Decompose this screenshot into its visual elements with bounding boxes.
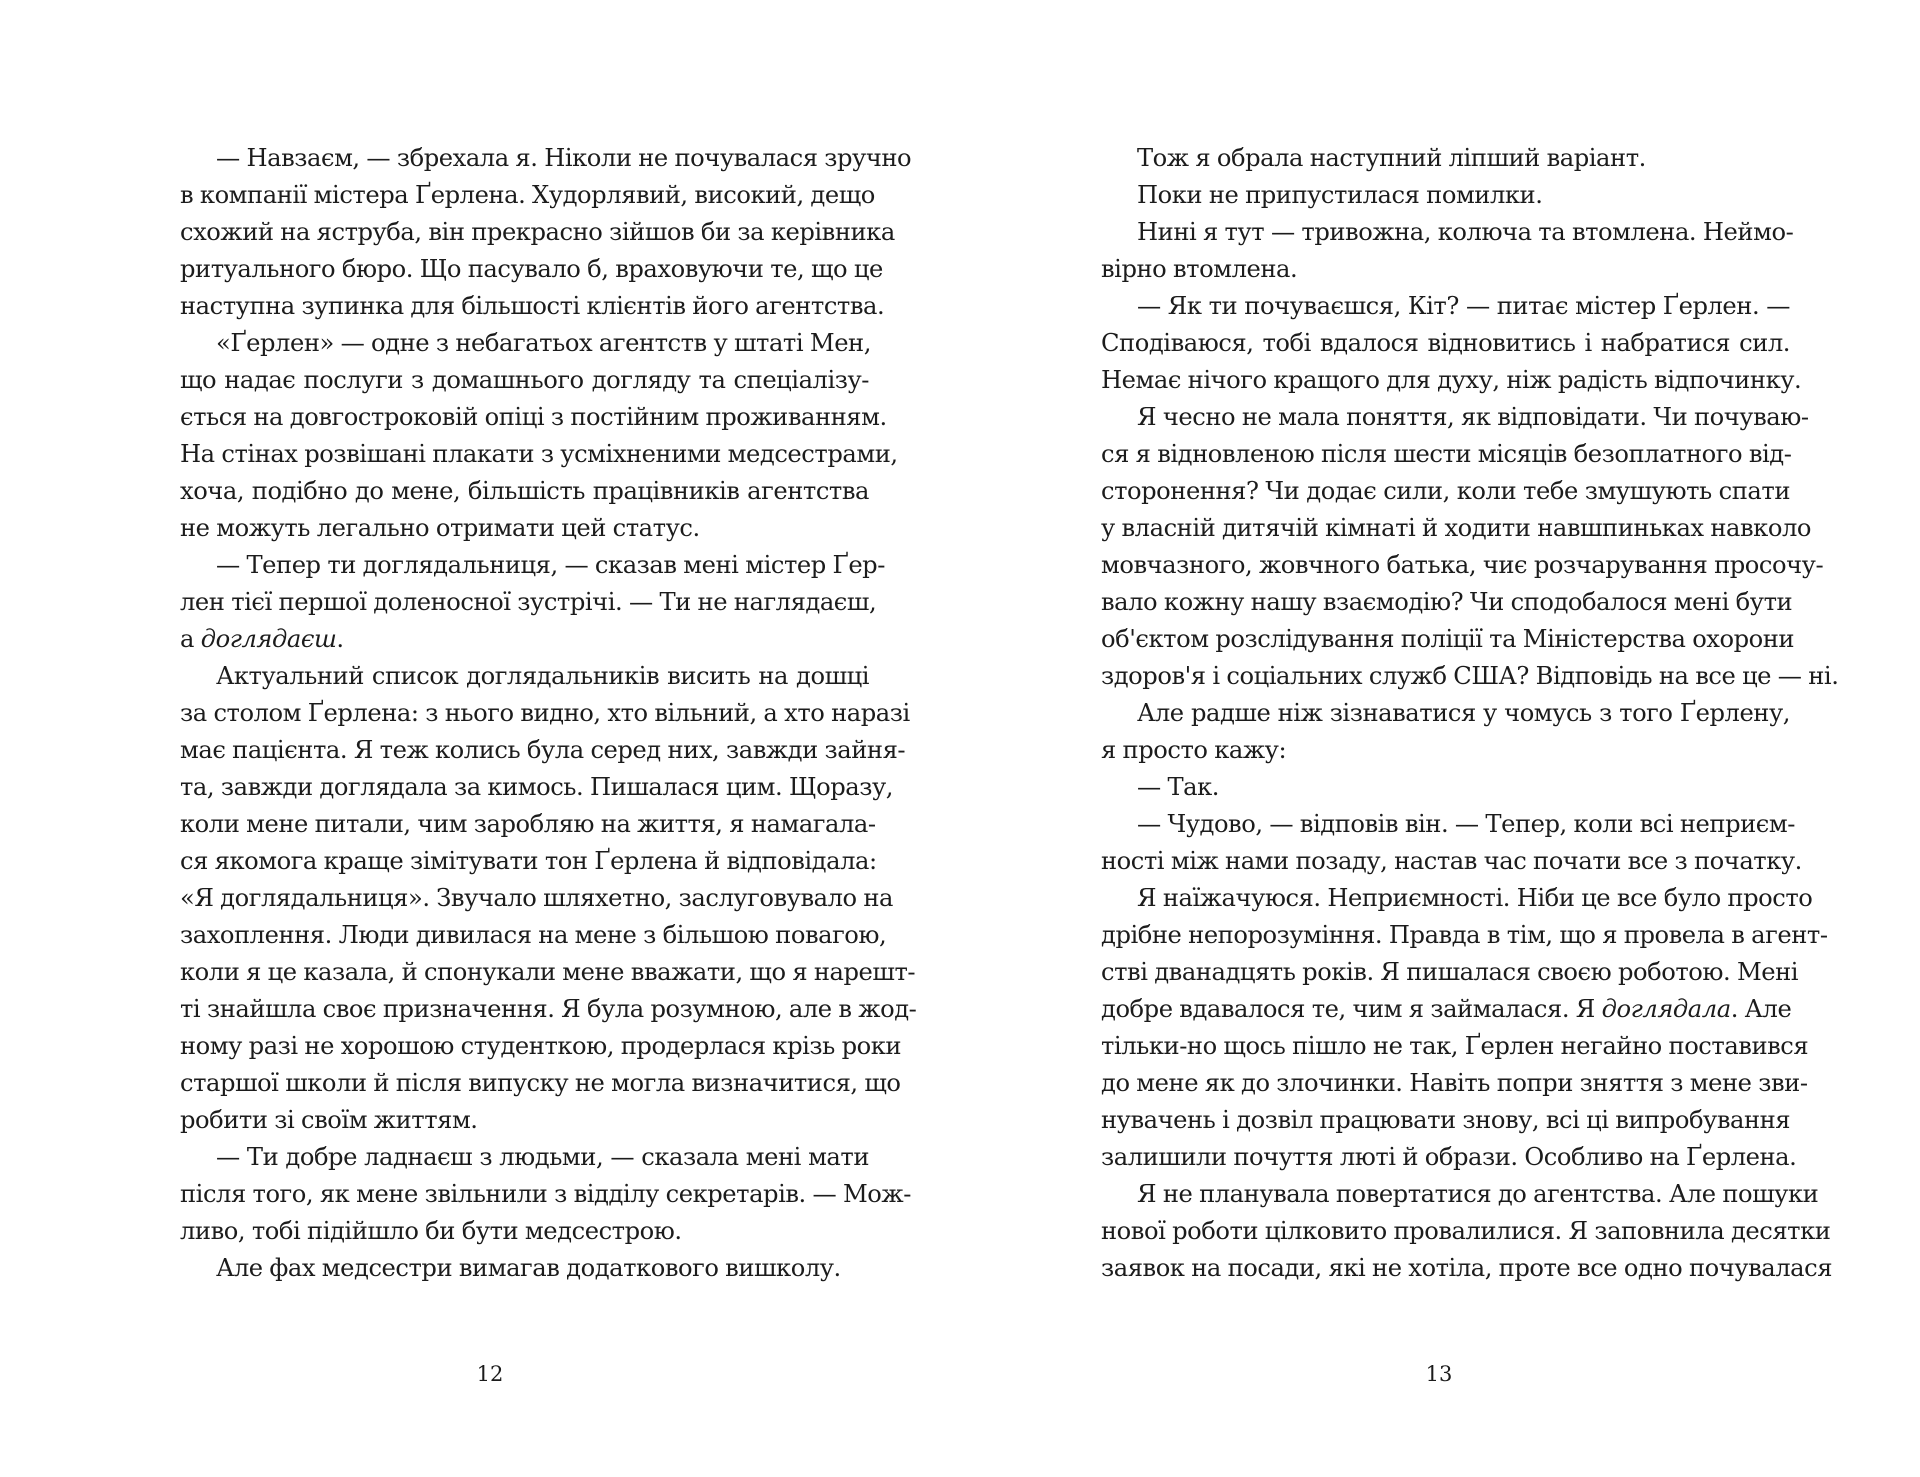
text-segment: а bbox=[180, 625, 201, 653]
text-line: Я не планувала повертатися до агентства. Але пошуки bbox=[1137, 1180, 1819, 1208]
text-segment: . Але bbox=[1730, 995, 1792, 1023]
text-line: тільки-но щось пішло не так, Ґерлен негайно поставився bbox=[1101, 1032, 1809, 1060]
text-line: Тож я обрала наступний ліпший варіант. bbox=[1137, 144, 1646, 172]
text-line: робити зі своїм життям. bbox=[180, 1106, 478, 1134]
text-line: хоча, подібно до мене, більшість працівників агентства bbox=[180, 477, 869, 505]
text-line: — Ти добре ладнаєш з людьми, — сказала мені мати bbox=[216, 1143, 869, 1171]
text-line: ся якомога краще зімітувати тон Ґерлена й відповідала: bbox=[180, 847, 877, 875]
text-line: наступна зупинка для більшості клієнтів його агентства. bbox=[180, 292, 885, 320]
text-line: в компанії містера Ґерлена. Худорлявий, високий, дещо bbox=[180, 181, 875, 209]
text-line: ся я відновленою після шести місяців безоплатного від- bbox=[1101, 440, 1792, 468]
text-line: мовчазного, жовчного батька, чиє розчарування просочу- bbox=[1101, 551, 1824, 579]
text-line: схожий на яструба, він прекрасно зійшов би за керівника bbox=[180, 218, 895, 246]
text-line: коли мене питали, чим заробляю на життя, я намагала- bbox=[180, 810, 876, 838]
text-line: захоплення. Люди дивилася на мене з більшою повагою, bbox=[180, 921, 887, 949]
text-line: «Я доглядальниця». Звучало шляхетно, заслуговувало на bbox=[180, 884, 893, 912]
text-line: має пацієнта. Я теж колись була серед них, завжди зайня- bbox=[180, 736, 906, 764]
text-segment: . bbox=[336, 625, 344, 653]
text-line: ритуального бюро. Що пасувало б, враховуючи те, що це bbox=[180, 255, 883, 283]
text-line: — Тепер ти доглядальниця, — сказав мені містер Ґер- bbox=[216, 551, 885, 579]
text-line: лен тієї першої доленосної зустрічі. — Ти не наглядаєш, bbox=[180, 588, 877, 616]
text-line: за столом Ґерлена: з нього видно, хто вільний, а хто наразі bbox=[180, 699, 910, 727]
text-line: ному разі не хорошою студенткою, продерлася крізь роки bbox=[180, 1032, 902, 1060]
text-line: об'єктом розслідування поліції та Міністерства охорони bbox=[1101, 625, 1795, 653]
text-line bbox=[1101, 991, 1790, 1028]
text-line: вірно втомлена. bbox=[1101, 255, 1298, 283]
text-line: коли я це казала, й спонукали мене вважати, що я нарешт- bbox=[180, 958, 916, 986]
text-segment: добре вдавалося те, чим я займалася. Я bbox=[1101, 995, 1602, 1023]
text-line: не можуть легально отримати цей статус. bbox=[180, 514, 700, 542]
text-line: Актуальний список доглядальників висить на дошці bbox=[216, 662, 869, 690]
emphasized-word: доглядаєш bbox=[200, 625, 337, 653]
text-line: ті знайшла своє призначення. Я була розумною, але в жод- bbox=[180, 995, 917, 1023]
text-line: стві дванадцять років. Я пишалася своєю роботою. Мені bbox=[1101, 958, 1799, 986]
text-line: — Як ти почуваєшся, Кіт? — питає містер Ґерлен. — bbox=[1137, 292, 1790, 320]
emphasized-word: доглядала bbox=[1601, 995, 1731, 1023]
page-number-right: 13 bbox=[1425, 1362, 1453, 1386]
text-line: що надає послуги з домашнього догляду та спеціалізу- bbox=[180, 366, 869, 394]
text-line: Сподіваюся, тобі вдалося відновитись і набратися сил. bbox=[1101, 329, 1790, 357]
text-line: нувачень і дозвіл працювати знову, всі ці випробування bbox=[1101, 1106, 1791, 1134]
text-line: На стінах розвішані плакати з усміхненими медсестрами, bbox=[180, 440, 898, 468]
text-line: «Ґерлен» — одне з небагатьох агентств у штаті Мен, bbox=[216, 329, 871, 357]
text-line: сторонення? Чи додає сили, коли тебе змушують спати bbox=[1101, 477, 1790, 505]
text-line: після того, як мене звільнили з відділу секретарів. — Мож- bbox=[180, 1180, 911, 1208]
text-line bbox=[180, 621, 869, 658]
text-line: — Навзаєм, — збрехала я. Ніколи не почувалася зручно bbox=[216, 144, 912, 172]
text-line: Нині я тут — тривожна, колюча та втомлена. Неймо- bbox=[1137, 218, 1794, 246]
page-number-left: 12 bbox=[476, 1362, 504, 1386]
text-line: залишили почуття люті й образи. Особливо на Ґерлена. bbox=[1101, 1143, 1797, 1171]
text-line: до мене як до злочинки. Навіть попри зняття з мене зви- bbox=[1101, 1069, 1808, 1097]
text-line: нової роботи цілковито провалилися. Я заповнила десятки bbox=[1101, 1217, 1831, 1245]
text-line: Але радше ніж зізнаватися у чомусь з того Ґерлену, bbox=[1137, 699, 1790, 727]
text-line: вало кожну нашу взаємодію? Чи сподобалося мені бути bbox=[1101, 588, 1793, 616]
text-line: я просто кажу: bbox=[1101, 736, 1287, 764]
text-line: Я чесно не мала поняття, як відповідати. Чи почуваю- bbox=[1137, 403, 1809, 431]
text-line: Немає нічого кращого для духу, ніж радість відпочинку. bbox=[1101, 366, 1802, 394]
text-line: у власній дитячій кімнаті й ходити навшпиньках навколо bbox=[1101, 514, 1811, 542]
text-line: Я наїжачуюся. Неприємності. Ніби це все було просто bbox=[1137, 884, 1813, 912]
text-line: Поки не припустилася помилки. bbox=[1137, 181, 1543, 209]
text-line: — Так. bbox=[1137, 773, 1220, 801]
right-page bbox=[960, 0, 1920, 1477]
text-line: та, завжди доглядала за кимось. Пишалася цим. Щоразу, bbox=[180, 773, 894, 801]
text-line: дрібне непорозуміння. Правда в тім, що я провела в агент- bbox=[1101, 921, 1828, 949]
text-line: старшої школи й після випуску не могла визначитися, що bbox=[180, 1069, 901, 1097]
text-line: здоров'я і соціальних служб США? Відповідь на все це — ні. bbox=[1101, 662, 1839, 690]
text-line: ності між нами позаду, настав час почати все з початку. bbox=[1101, 847, 1802, 875]
left-page-text bbox=[180, 140, 917, 1287]
right-page-text bbox=[1101, 140, 1839, 1287]
text-line: заявок на посади, які не хотіла, проте все одно почувалася bbox=[1101, 1254, 1833, 1282]
text-line: ється на довгостроковій опіці з постійним проживанням. bbox=[180, 403, 887, 431]
text-line: Але фах медсестри вимагав додаткового вишколу. bbox=[216, 1254, 841, 1282]
text-line: — Чудово, — відповів він. — Тепер, коли всі неприєм- bbox=[1137, 810, 1795, 838]
text-line: ливо, тобі підійшло би бути медсестрою. bbox=[180, 1217, 682, 1245]
